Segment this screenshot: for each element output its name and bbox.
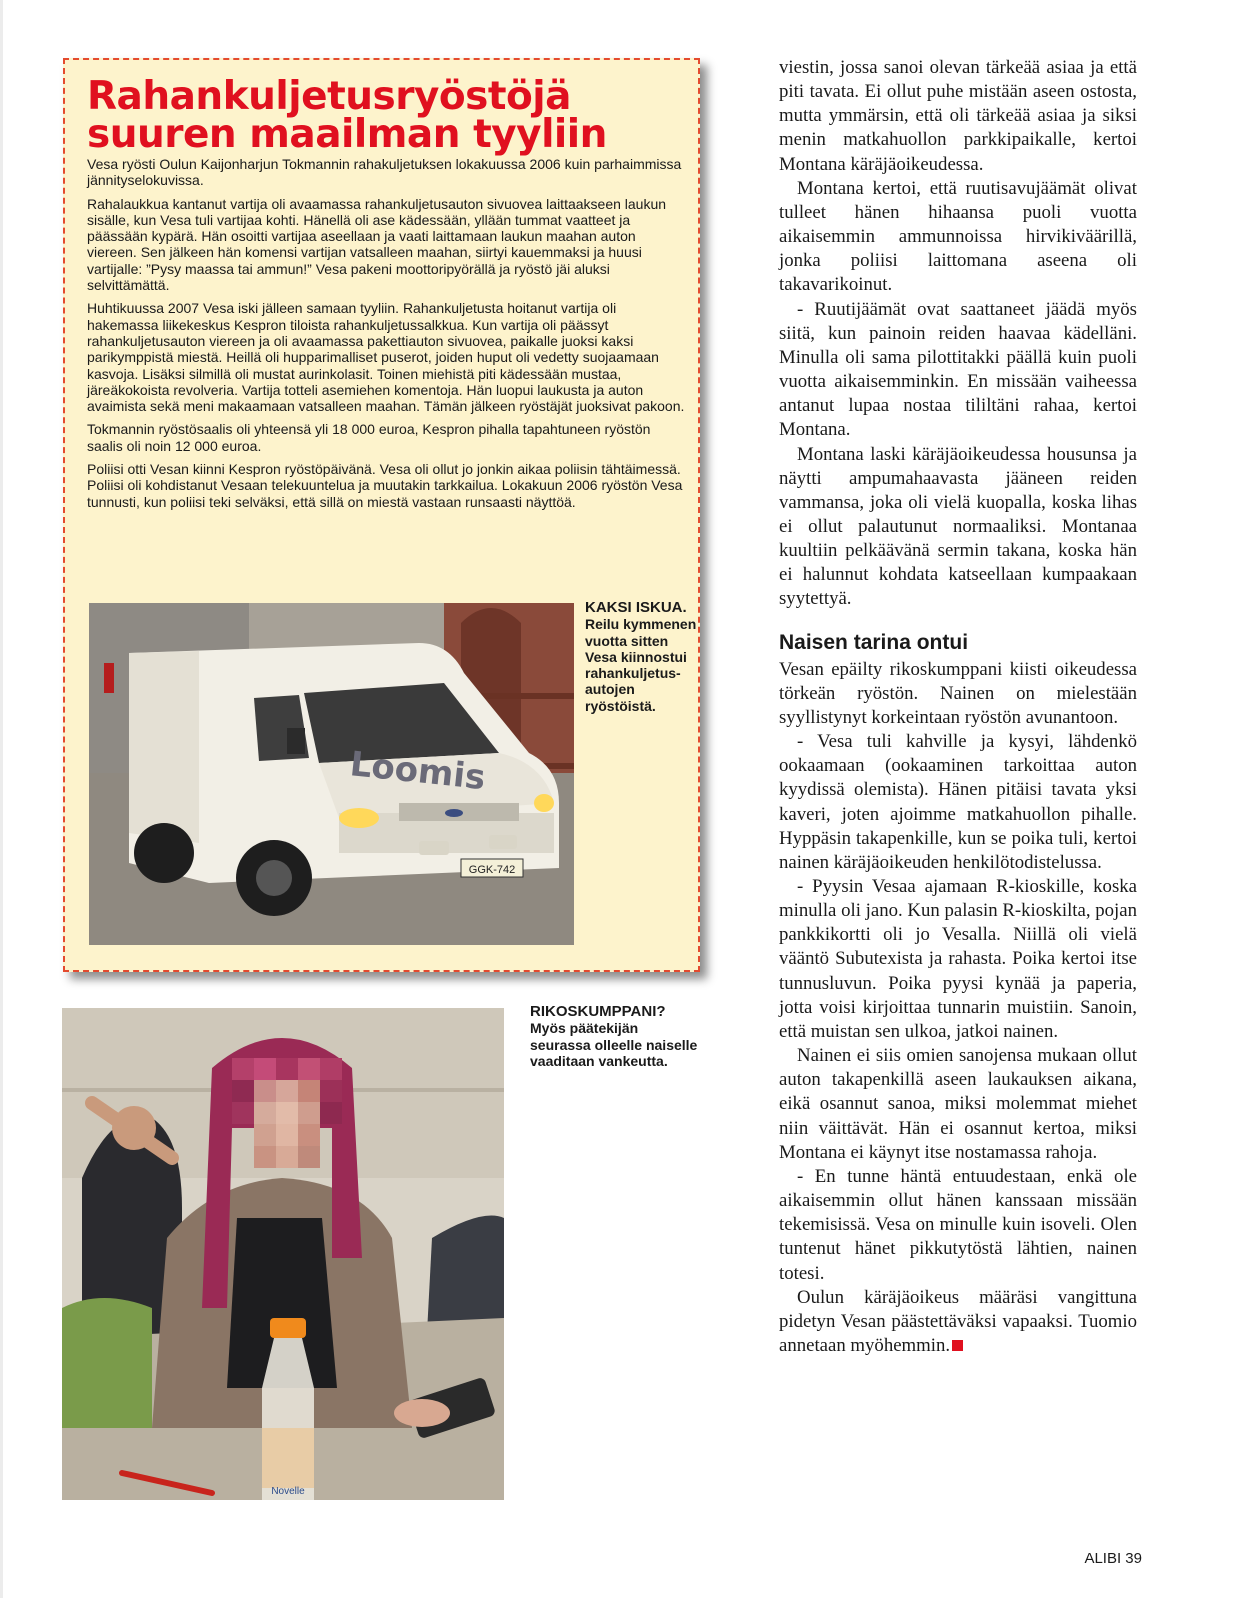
page-footer: ALIBI 39 [1084,1550,1142,1567]
van-photo-caption [585,600,697,714]
sidebar-headline: Rahankuljetusryöstöjä suuren maailman tyyliin [87,74,607,157]
article-last-paragraph [779,1286,1137,1358]
caption-text: Myös päätekijän seurassa olleelle naiselle vaaditaan vankeutta. [530,1020,698,1069]
article-paragraph-text: Oulun käräjäoikeus määräsi vangittuna pidetyn Vesan päästettäväksi vapaaksi. Tuomio annetaan myöhemmin. [779,1286,1137,1356]
van-photo [89,603,574,945]
caption-heading: RIKOSKUMPPANI? [530,1003,666,1020]
woman-photo-caption [530,1004,700,1069]
van-license-plate: GGK-742 [468,864,516,876]
article-column [779,56,1137,1358]
sidebar-paragraph: Poliisi otti Vesan kiinni Kespron ryöstöpäivänä. Vesa oli ollut jo jonkin aikaa poliisin tähtäimessä. Poliisi oli kohdistanut Vesaan telekuuntelua ja muutakin tarkkailua. Lokakuun 2006 ryöstön Vesa tunnusti, kun poliisi teki selväksi, että sillä on miestä vastaan runsaasti näyttöä. [87,461,683,510]
sidebar-text [87,156,685,517]
article-paragraph: - Ruutijäämät ovat saattaneet jäädä myös siitä, kun painoin reiden haavaa kädelläni. Minulla oli sama pilottitakki päällä kuin puoli vuotta aikaisemminkin. En missään vaiheessa antanut lupaa nostaa tililtäni rahaa, kertoi Montana. [779,298,1137,441]
courtroom-illustration [62,1008,504,1500]
woman-photo [62,1008,504,1500]
sidebar-paragraph: Tokmannin ryöstösaalis oli yhteensä yli 18 000 euroa, Kespron pihalla tapahtuneen ryöstön saalis oli noin 12 000 euroa. [87,421,651,454]
article-paragraph: - Vesa tuli kahville ja kysyi, lähdenkö ookaamaan (ookaaminen tarkoittaa auton kyydissä olemista). Hänen pitäisi tavata yksi kaveri, joten ajoimme matkahuollon pihalle. Hyppäsin takapenkille, kun se poika tuli, kertoi nainen käräjäoikeuden henkilötodistelussa. [779,731,1137,873]
sidebar-paragraph: Huhtikuussa 2007 Vesa iski jälleen samaan tyyliin. Rahankuljetusta hoitanut vartija oli hakemassa liikekeskus Kespron tiloista rahankuljetussalkkua. Kun vartija oli päässyt rahankuljetusauton viereen ja oli avaamassa pakettiauton sivuovea, paikalle juoksi kaksi parikymppistä miestä. Heillä oli hupparimalliset puserot, joiden huput oli vedetty suojaamaan kasvoja. Lisäksi silmillä oli mustat aurinkolasit. Toinen miehistä piti kädessään mustaa, järeäkokoista revolveria. Vartija totteli asemiehen komentoja. Hän luopui laukusta ja auton avaimista sekä meni makaamaan vatsalleen maahan. Tämän jälkeen ryöstäjät juoksivat pakoon. [87,300,685,415]
article-subheading: Naisen tarina ontui [779,630,969,654]
end-of-article-mark [952,1340,963,1351]
article-paragraph: viestin, jossa sanoi olevan tärkeää asiaa ja että piti tavata. Ei ollut puhe mistään aseen ostosta, mutta ymmärsin, että oli tärkeää asiaa ja siksi menin matkahuollon parkkipaikalle, kertoi Montana käräjäoikeudessa. [779,57,1137,175]
article-paragraph: Nainen ei siis omien sanojensa mukaan ollut auton takapenkillä aseen laukauksen aikana, eikä osannut sanoa, miksi molemmat miehet niin väittävät. Hän ei osannut kertoa, miksi Montana ei käynyt itse nostamassa rahoja. [779,1045,1137,1163]
page-edge-rule [0,0,3,1598]
van-logo-text: Loomis [348,744,488,799]
bottle-label: Novelle [271,1486,305,1497]
article-paragraph: Vesan epäilty rikoskumppani kiisti oikeudessa törkeän ryöstön. Nainen on mielestään syyllistynyt korkeintaan ryöstön avunantoon. [779,658,1137,728]
sidebar-paragraph: Vesa ryösti Oulun Kaijonharjun Tokmannin rahakuljetuksen lokakuussa 2006 kuin parhaimmissa jännityselokuvissa. [87,156,682,189]
caption-text: Reilu kymmenen vuotta sitten Vesa kiinnostui rahankuljetusautojen ryöstöistä. [585,616,697,714]
caption-heading: KAKSI ISKUA. [585,599,687,616]
sidebar-paragraph: Rahalaukkua kantanut vartija oli avaamassa rahankuljetusauton sivuovea laittaakseen laukun sisälle, kun Vesa tuli vartijaa kohti. Hänellä oli ase kädessään, yllään tummat vaatteet ja päässään kypärä. Hän osoitti vartijaa aseellaan ja vaati laittamaan laukun maahan auton viereen. Sen jälkeen hän komensi vartijan vatsalleen maahan, siirtyi kauemmaksi ja huusi vartijalle: ”Pysy maassa tai ammun!” Vesa pakeni moottoripyörällä ja ryöstö jäi aluksi selvittämättä. [87,195,667,294]
article-paragraph: - En tunne häntä entuudestaan, enkä ole aikaisemmin ollut hänen kanssaan missään tekemisissä. Vesa on minulle kuin isoveli. Olen tuntenut hänet pikkutytöstä lähtien, nainen totesi. [779,1165,1137,1284]
sidebar-box [63,58,700,972]
van-illustration [89,603,574,945]
article-paragraph: Montana laski käräjäoikeudessa housunsa ja näytti ampumahaavasta jääneen reiden vammansa, joka oli vielä kuopalla, koska lihas ei ollut palautunut normaaliksi. Montanaa kuultiin pelkäävänä sermin takana, koska hän ei halunnut kohdata katseellaan kumpaakaan syytettyä. [779,443,1137,610]
article-paragraph: Montana kertoi, että ruutisavujäämät olivat tulleet hänen hihaansa puoli vuotta aikaisemmin ammunnoissa hirvikiväärillä, jonka poliisi laittomana aseena oli takavarikoinut. [779,177,1137,296]
article-paragraph: - Pyysin Vesaa ajamaan R-kioskille, koska minulla oli jano. Kun palasin R-kioskilta, pojan pankkikortti oli jo Vesalla. Niillä oli vielä vääntö Subutexista ja rahasta. Poika kertoi itse tunnusluvun. Poika pyysi kynää ja paperia, jotta voisi kirjoittaa tunnarin muistiin. Sanoin, että muistan sen ulkoa, jatkoi nainen. [779,876,1137,1042]
